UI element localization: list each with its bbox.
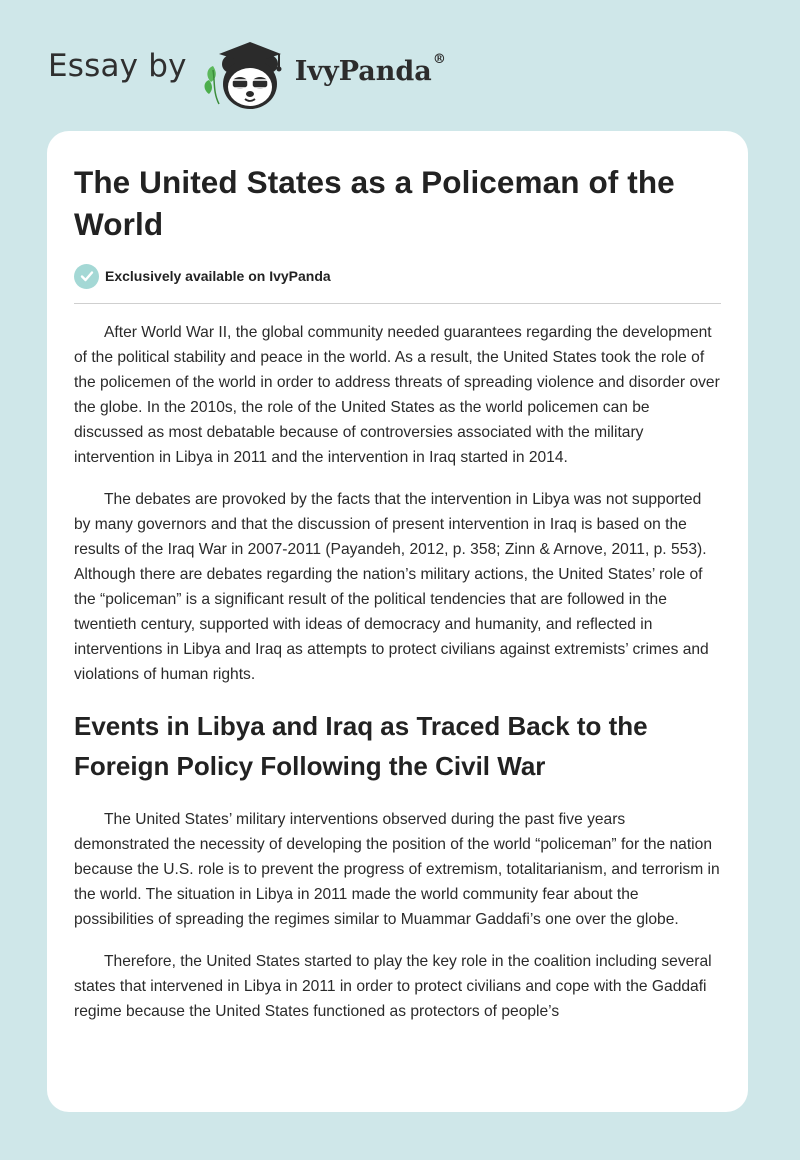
check-icon [74,264,99,289]
divider [74,303,721,304]
registered-mark: ® [432,51,446,67]
paragraph: The United States’ military interventions observed during the past five years demonstrated the necessity of developing the position of the world “policeman” for the nation because the U.S. role is to prevent the progress of extremism, totalitarianism, and terrorism in the world. The situation in Libya in 2011 made the world community fear about the possibilities of spreading the regimes similar to Muammar Gaddafi’s one over the globe. [74,811,720,928]
essay-by-label: Essay by [48,48,187,84]
paragraph: Therefore, the United States started to play the key role in the coalition including several states that intervened in Libya in 2011 in order to protect civilians and cope with the Gaddafi regime because the United States functioned as protectors of people’s [74,953,712,1020]
ivypanda-logo-icon[interactable] [201,30,289,116]
brand-name[interactable] [294,51,446,87]
paragraph: The debates are provoked by the facts that the intervention in Libya was not supported by many governors and that the discussion of present intervention in Iraq is based on the results of the Iraq War in 2007-2011 (Payandeh, 2012, p. 358; Zinn & Arnove, 2011, p. 553). Although there are debates regarding the nation’s military actions, the United States’ role of the “policeman” is a significant result of the political tendencies that are followed in the twentieth century, supported with ideas of democracy and humanity, and reflected in interventions in Libya and Iraq as attempts to protect civilians against extremists’ crimes and violations of human rights. [74,491,709,683]
page-title: The United States as a Policeman of the World [74,164,675,242]
exclusive-badge-label: Exclusively available on IvyPanda [105,268,331,284]
section-heading: Events in Libya and Iraq as Traced Back to the Foreign Policy Following the Civil War [74,711,648,781]
exclusive-badge [74,261,721,291]
paragraph: After World War II, the global community needed guarantees regarding the development of the political stability and peace in the world. As a result, the United States took the role of the policemen of the world in order to address threats of spreading violence and disorder over the globe. In the 2010s, the role of the United States as the world policemen can be discussed as most debatable because of controversies associated with the military intervention in Libya in 2011 and the intervention in Iraq started in 2014. [74,324,720,466]
site-header [48,30,508,116]
brand-label: IvyPanda [294,55,432,87]
essay-card [47,131,748,1112]
